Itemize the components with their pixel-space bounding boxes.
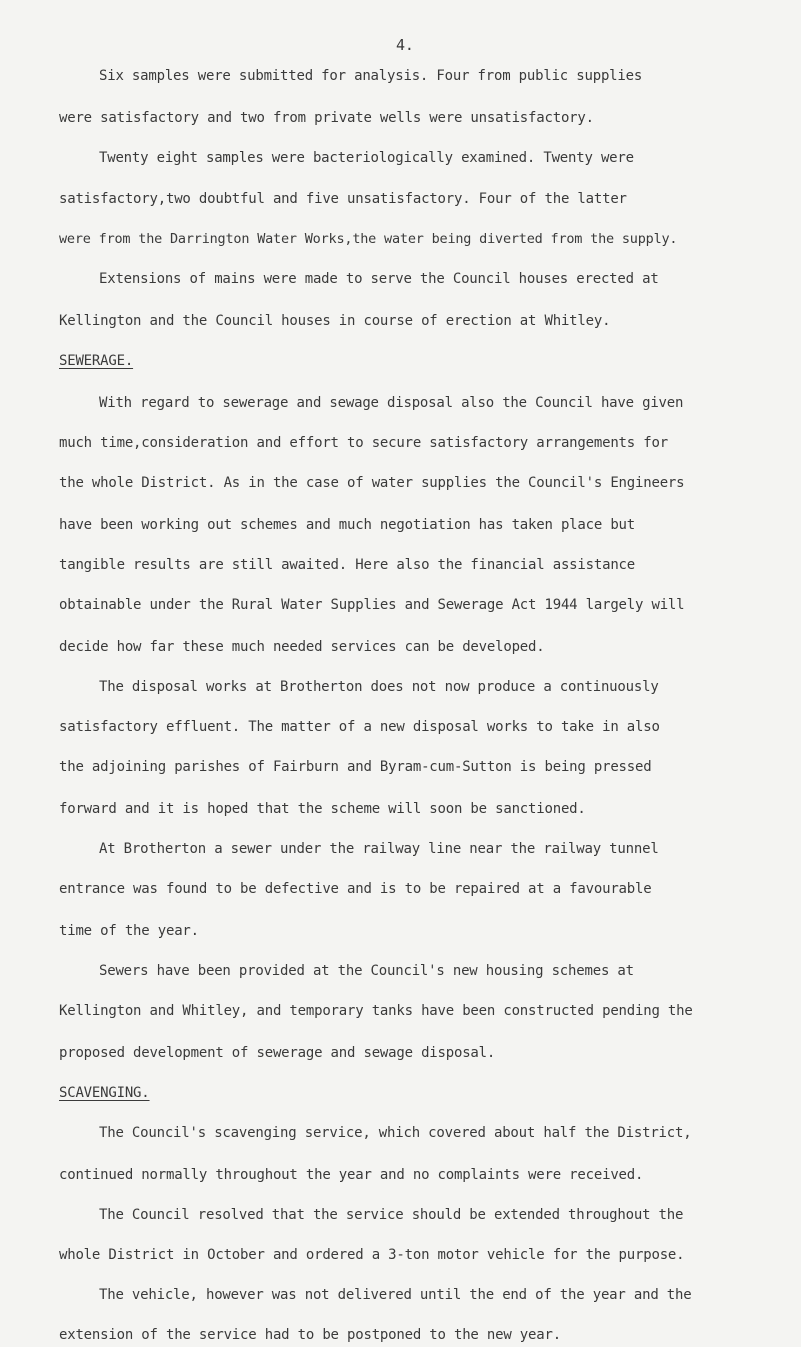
text-line: Kellington and Whitley, and temporary tanks have been constructed pending the (59, 1003, 693, 1019)
text-line: whole District in October and ordered a 3-ton motor vehicle for the purpose. (59, 1247, 685, 1263)
page-number: 4. (396, 36, 414, 54)
text-line: Six samples were submitted for analysis. Four from public supplies (99, 68, 643, 84)
text-line: At Brotherton a sewer under the railway line near the railway tunnel (99, 841, 659, 857)
text-line: The Council's scavenging service, which covered about half the District, (99, 1125, 692, 1141)
text-line: continued normally throughout the year and no complaints were received. (59, 1167, 644, 1183)
text-line: time of the year. (59, 923, 199, 939)
text-line: the adjoining parishes of Fairburn and Byram-cum-Sutton is being pressed (59, 759, 652, 775)
text-line: proposed development of sewerage and sewage disposal. (59, 1045, 496, 1061)
text-line: forward and it is hoped that the scheme will soon be sanctioned. (59, 801, 586, 817)
text-line: The vehicle, however was not delivered until the end of the year and the (99, 1287, 692, 1303)
text-line: tangible results are still awaited. Here also the financial assistance (59, 557, 636, 573)
text-line: extension of the service had to be postponed to the new year. (59, 1327, 561, 1343)
text-line: much time,consideration and effort to secure satisfactory arrangements for (59, 435, 668, 451)
text-line: have been working out schemes and much negotiation has taken place but (59, 517, 636, 533)
text-line: The Council resolved that the service should be extended throughout the (99, 1207, 684, 1223)
text-line: Kellington and the Council houses in course of erection at Whitley. (59, 313, 611, 329)
text-line: Extensions of mains were made to serve the Council houses erected at (99, 271, 659, 287)
text-line: With regard to sewerage and sewage disposal also the Council have given (99, 395, 684, 411)
text-line: obtainable under the Rural Water Supplies and Sewerage Act 1944 largely will (59, 597, 685, 613)
text-line: satisfactory effluent. The matter of a new disposal works to take in also (59, 719, 660, 735)
scavenging-heading: SCAVENGING. (59, 1085, 150, 1101)
sewerage-heading: SEWERAGE. (59, 353, 134, 369)
text-line: were from the Darrington Water Works,the water being diverted from the supply. (59, 231, 678, 247)
text-line: the whole District. As in the case of water supplies the Council's Engineers (59, 475, 685, 491)
text-line: The disposal works at Brotherton does not now produce a continuously (99, 679, 659, 695)
text-line: Twenty eight samples were bacteriologically examined. Twenty were (99, 150, 634, 166)
text-line: decide how far these much needed services can be developed. (59, 639, 545, 655)
text-line: entrance was found to be defective and is to be repaired at a favourable (59, 881, 652, 897)
text-line: satisfactory,two doubtful and five unsatisfactory. Four of the latter (59, 191, 627, 207)
text-line: Sewers have been provided at the Council's new housing schemes at (99, 963, 634, 979)
text-line: were satisfactory and two from private wells were unsatisfactory. (59, 110, 594, 126)
